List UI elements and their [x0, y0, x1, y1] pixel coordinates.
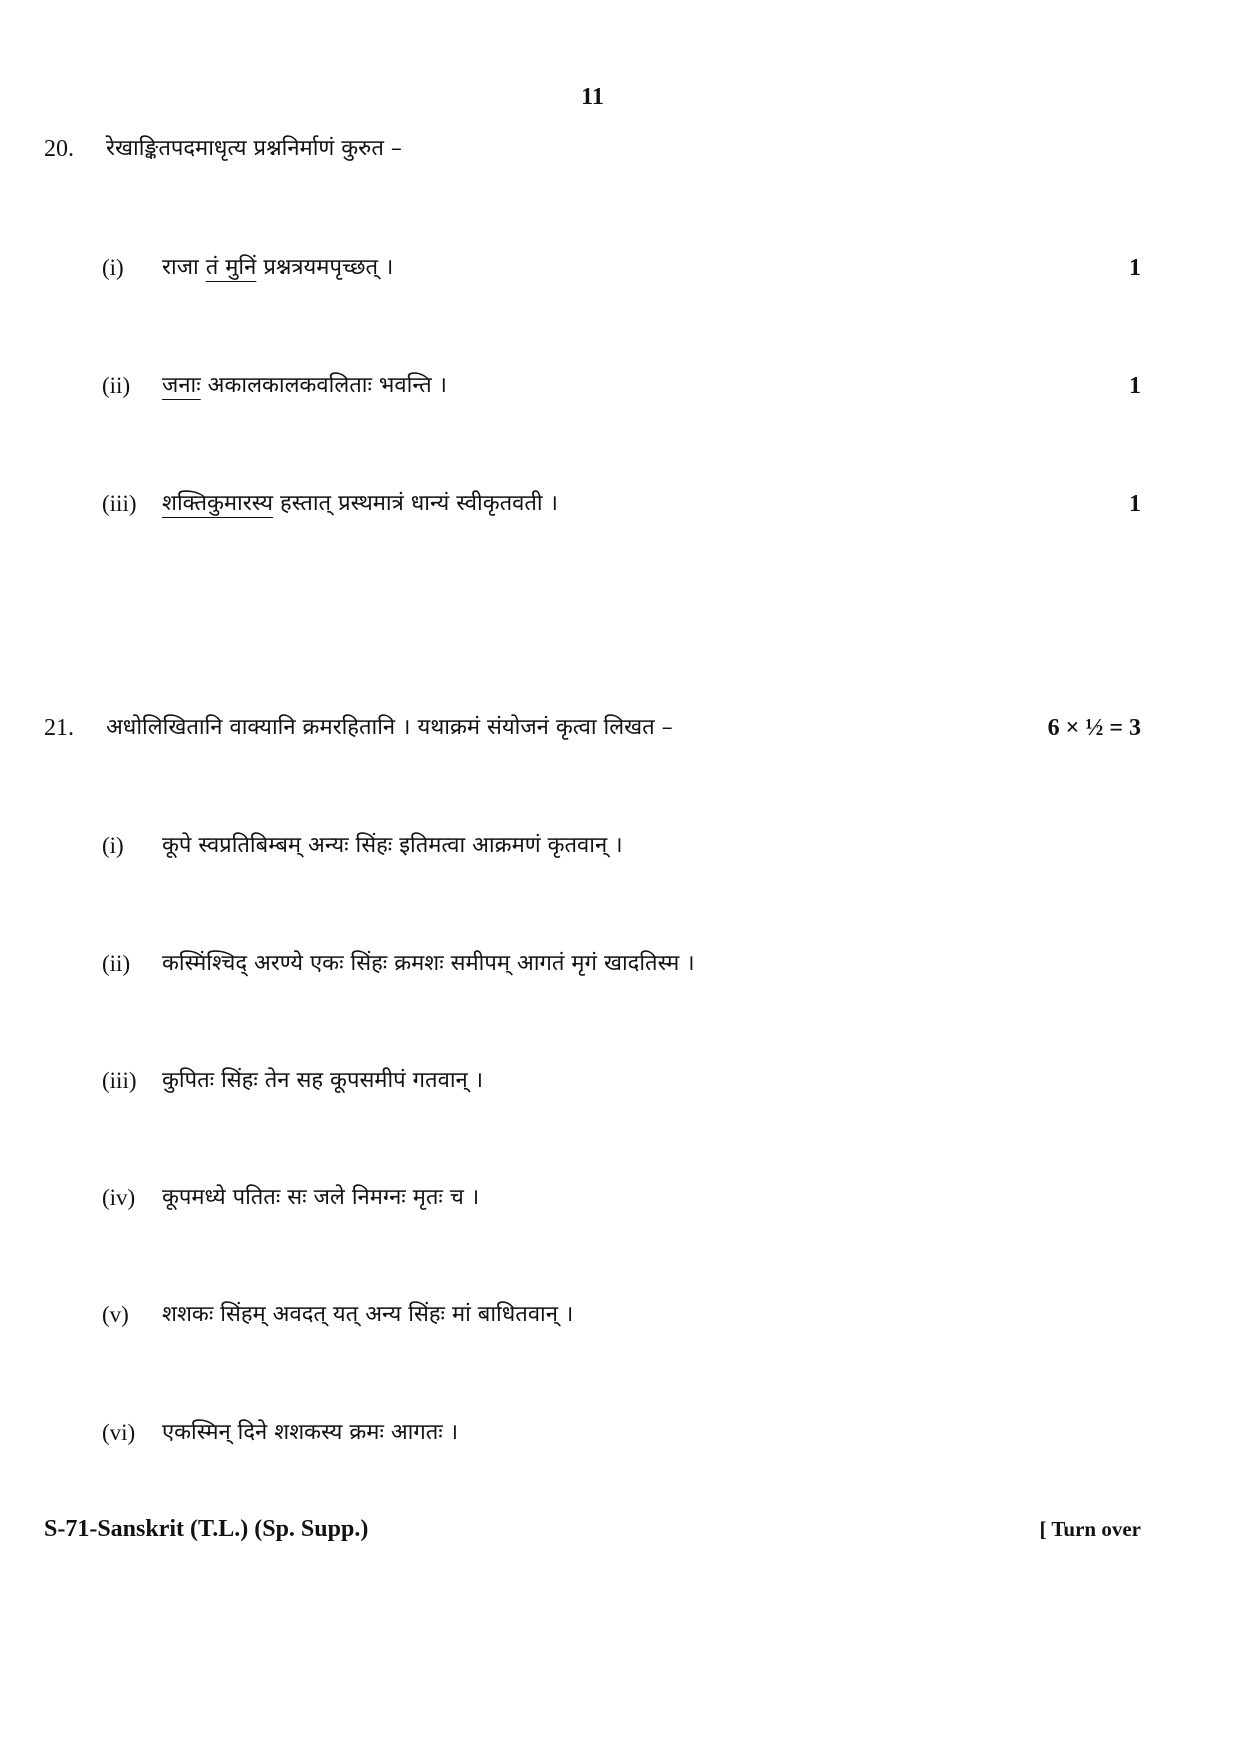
- text-post: हस्तात् प्रस्थमात्रं धान्यं स्वीकृतवती ।: [273, 491, 558, 516]
- item-text: कुपितः सिंहः तेन सह कूपसमीपं गतवान् ।: [162, 1068, 484, 1093]
- item-label: (iv): [102, 1185, 136, 1210]
- item-text: [162, 489, 558, 519]
- question-instruction: अधोलिखितानि वाक्यानि क्रमरहितानि । यथाक्रमं संयोजनं कृत्वा लिखत –: [106, 715, 673, 740]
- item-marks: 1: [1129, 373, 1141, 399]
- item-label: (vi): [102, 1420, 136, 1445]
- item-label: (iii): [102, 491, 137, 516]
- text-post: अकालकालकवलिताः भवन्ति ।: [200, 373, 447, 398]
- item-text: [162, 253, 393, 283]
- item-marks: 1: [1129, 255, 1141, 281]
- paper-code: S-71-Sanskrit (T.L.) (Sp. Supp.): [44, 1516, 369, 1542]
- question-number: 20.: [44, 136, 74, 162]
- item-text: एकस्मिन् दिने शशकस्य क्रमः आगतः ।: [162, 1420, 459, 1445]
- question-marks: 6 × ½ = 3: [1047, 715, 1141, 741]
- underlined-word: शक्तिकुमारस्य: [162, 491, 274, 516]
- item-text: शशकः सिंहम् अवदत् यत् अन्य सिंहः मां बाधितवान् ।: [162, 1302, 574, 1327]
- item-label: (v): [102, 1302, 129, 1327]
- question-number: 21.: [44, 715, 74, 741]
- text-pre: राजा: [162, 255, 206, 280]
- text-post: प्रश्नत्रयमपृच्छत् ।: [256, 255, 394, 280]
- item-label: (i): [102, 255, 124, 280]
- item-marks: 1: [1129, 491, 1141, 517]
- question-instruction: रेखाङ्कितपदमाधृत्य प्रश्ननिर्माणं कुरुत –: [106, 136, 402, 161]
- turn-over-note: [ Turn over: [1039, 1517, 1141, 1541]
- underlined-word: जनाः: [162, 373, 201, 398]
- item-label: (i): [102, 833, 124, 858]
- item-text: [162, 371, 447, 401]
- item-label: (ii): [102, 951, 131, 976]
- item-label: (iii): [102, 1068, 137, 1093]
- page-number: 11: [581, 84, 604, 110]
- item-label: (ii): [102, 373, 131, 398]
- item-text: कूपमध्ये पतितः सः जले निमग्नः मृतः च ।: [162, 1185, 480, 1210]
- underlined-word: तं मुनिं: [205, 255, 257, 280]
- item-text: कस्मिंश्चिद् अरण्ये एकः सिंहः क्रमशः समीपम् आगतं मृगं खादतिस्म ।: [162, 951, 695, 976]
- item-text: कूपे स्वप्रतिबिम्बम् अन्यः सिंहः इतिमत्वा आक्रमणं कृतवान् ।: [162, 833, 623, 858]
